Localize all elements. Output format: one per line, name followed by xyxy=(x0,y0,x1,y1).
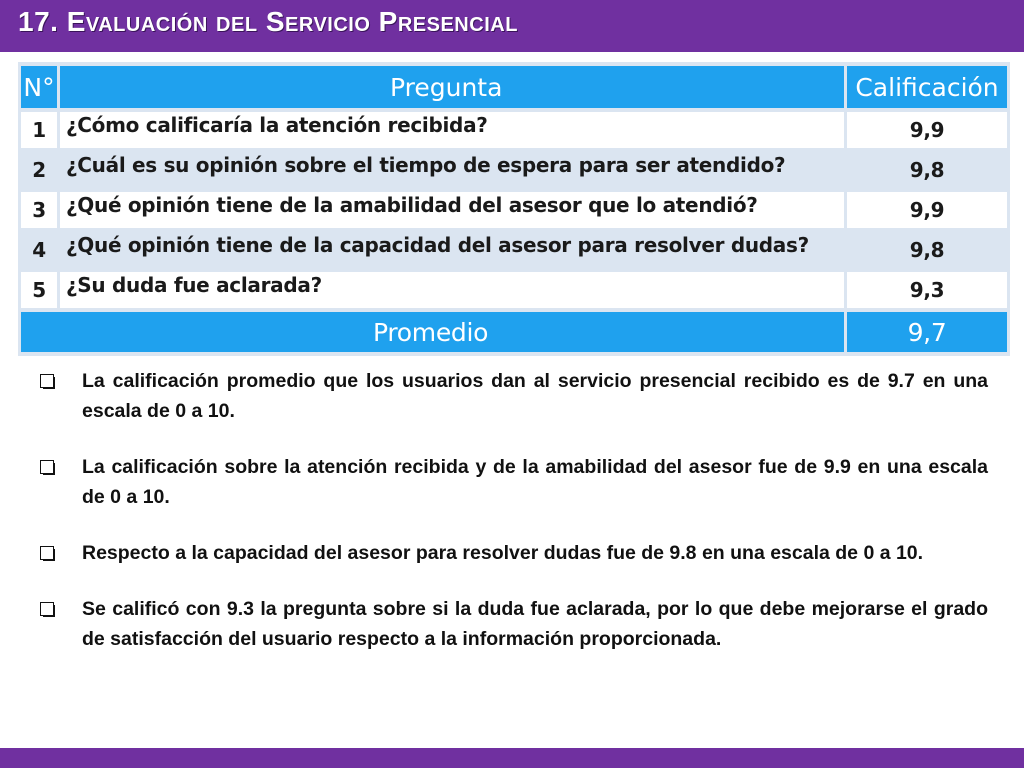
footer-bar xyxy=(0,748,1024,768)
list-item-text: Respecto a la capacidad del asesor para resolver dudas fue de 9.8 en una escala de 0 a 10. xyxy=(82,542,924,564)
evaluation-table xyxy=(18,62,1010,356)
list-item xyxy=(38,452,988,512)
table-row xyxy=(21,112,1007,148)
row-score: 9,9 xyxy=(847,112,1007,148)
list-item xyxy=(38,594,988,654)
row-number: 1 xyxy=(21,112,57,148)
row-question: ¿Qué opinión tiene de la capacidad del asesor para resolver dudas? xyxy=(60,232,844,268)
column-header-score: Calificación xyxy=(847,66,1007,108)
list-item-text: La calificación sobre la atención recibida y de la amabilidad del asesor fue de 9.9 en una escala de 0 a 10. xyxy=(82,456,988,508)
row-number: 4 xyxy=(21,232,57,268)
table-row xyxy=(21,272,1007,308)
row-question: ¿Cómo calificaría la atención recibida? xyxy=(60,112,844,148)
row-score: 9,9 xyxy=(847,192,1007,228)
list-item xyxy=(38,366,988,426)
row-question: ¿Su duda fue aclarada? xyxy=(60,272,844,308)
list-item-text: Se calificó con 9.3 la pregunta sobre si la duda fue aclarada, por lo que debe mejorarse el grado de satisfacción del usuario respecto a la información proporcionada. xyxy=(82,598,988,650)
checkbox-bullet-icon xyxy=(40,460,54,474)
checkbox-bullet-icon xyxy=(40,546,54,560)
average-row xyxy=(21,312,1007,352)
findings-list xyxy=(38,366,988,680)
evaluation-table-container xyxy=(18,62,1010,356)
list-item-text: La calificación promedio que los usuarios dan al servicio presencial recibido es de 9.7 en una escala de 0 a 10. xyxy=(82,370,988,422)
checkbox-bullet-icon xyxy=(40,602,54,616)
row-score: 9,8 xyxy=(847,152,1007,188)
table-header-row xyxy=(21,66,1007,108)
table-row xyxy=(21,152,1007,188)
average-score: 9,7 xyxy=(847,312,1007,352)
row-number: 2 xyxy=(21,152,57,188)
average-label: Promedio xyxy=(21,312,844,352)
table-row xyxy=(21,192,1007,228)
row-number: 3 xyxy=(21,192,57,228)
checkbox-bullet-icon xyxy=(40,374,54,388)
row-question: ¿Qué opinión tiene de la amabilidad del asesor que lo atendió? xyxy=(60,192,844,228)
row-score: 9,8 xyxy=(847,232,1007,268)
table-row xyxy=(21,232,1007,268)
row-number: 5 xyxy=(21,272,57,308)
list-item xyxy=(38,538,988,568)
column-header-question: Pregunta xyxy=(60,66,844,108)
row-question: ¿Cuál es su opinión sobre el tiempo de espera para ser atendido? xyxy=(60,152,844,188)
header-bar xyxy=(0,0,1024,52)
row-score: 9,3 xyxy=(847,272,1007,308)
page-title: 17. Evaluación del Servicio Presencial xyxy=(18,6,518,37)
column-header-num: N° xyxy=(21,66,57,108)
